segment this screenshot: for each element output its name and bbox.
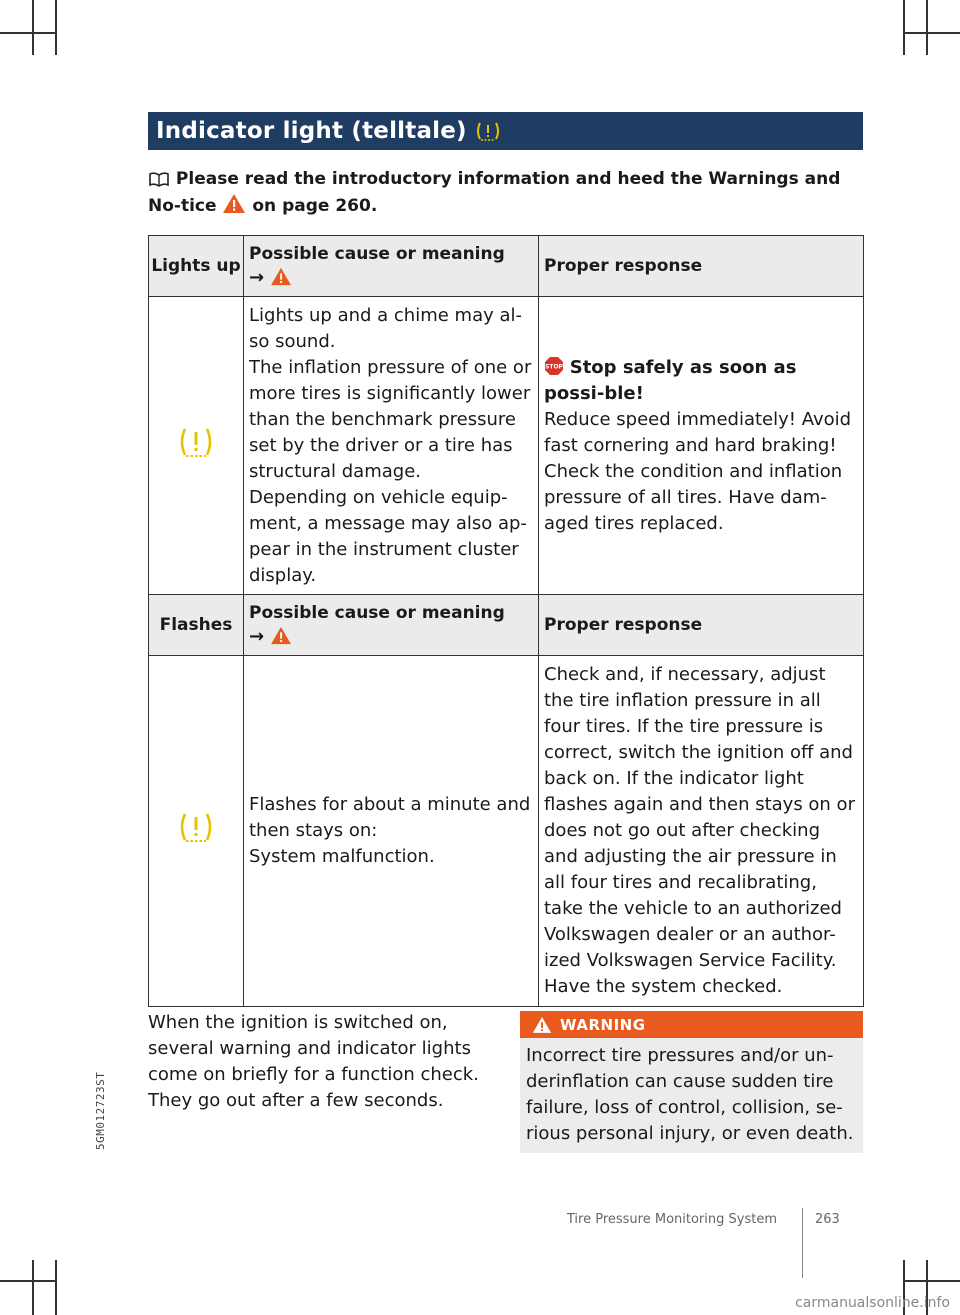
crop-mark (32, 1260, 34, 1315)
warning-text: Incorrect tire pressures and/or un-derinflation can cause sudden tire failure, loss of control, collision, se-rious personal injury, or even death. (520, 1038, 863, 1153)
cause-cell (244, 297, 539, 596)
cause-line: Depending on vehicle equip-ment, a message may also ap-pear in the instrument cluster display. (249, 487, 527, 586)
document-code: 5GM012723ST (94, 1071, 107, 1150)
cause-line: System malfunction. (249, 846, 435, 867)
arrow-warning-ref (249, 267, 533, 289)
crop-mark (905, 1280, 960, 1282)
crop-mark (0, 32, 55, 34)
response-cell (539, 656, 864, 1007)
warning-triangle-icon (270, 267, 292, 286)
response-text: Check and, if necessary, adjust the tire inflation pressure in all four tires. If the tire pressure is correct, switch the ignition off and back on. If the indicator light flashes again and then stays on or does not go out after checking and adjusting the air pressure in all four tires and recalibrating, take the vehicle to an authorized Volkswagen dealer or an author-ized Volkswagen Service Facility. Have the system checked. (544, 664, 855, 997)
table-header-row (149, 595, 864, 656)
crop-mark (926, 0, 928, 55)
header-response: Proper response (539, 236, 864, 297)
header-cause (244, 595, 539, 656)
tire-pressure-icon (475, 120, 501, 142)
warning-triangle-icon (222, 193, 246, 214)
cause-line: The inflation pressure of one or more tires is significantly lower than the benchmark pressure set by the driver or a tire has structural damage. (249, 357, 532, 482)
crop-mark (0, 1280, 55, 1282)
section-title: Indicator light (telltale) (156, 118, 467, 144)
crop-mark (905, 32, 960, 34)
telltale-cell (149, 297, 244, 596)
crop-mark (55, 0, 57, 55)
table-row (149, 297, 864, 596)
body-paragraph: When the ignition is switched on, several warning and indicator lights come on briefly for a function check. They go out after a few seconds. (148, 1012, 479, 1111)
footer-divider (802, 1208, 803, 1278)
header-cause (244, 236, 539, 297)
lights-up-table (148, 235, 864, 596)
intro-notice (148, 166, 863, 220)
header-lights-up: Lights up (149, 236, 244, 297)
warning-header (520, 1011, 863, 1038)
warning-triangle-icon (532, 1016, 552, 1034)
tire-pressure-icon (178, 810, 214, 844)
header-response: Proper response (539, 595, 864, 656)
intro-text: Please read the introductory information and heed the Warnings and No-tice (148, 169, 841, 216)
crop-mark (903, 0, 905, 55)
cause-cell (244, 656, 539, 1007)
intro-page-ref: on page 260. (252, 196, 378, 216)
table-row (149, 656, 864, 1007)
warning-label: WARNING (560, 1015, 646, 1034)
arrow-warning-ref (249, 626, 533, 648)
header-flashes: Flashes (149, 595, 244, 656)
response-cell (539, 297, 864, 596)
header-cause-label: Possible cause or meaning (249, 603, 505, 623)
crop-mark (55, 1260, 57, 1315)
stop-line (544, 355, 858, 407)
arrow-right-icon: → (249, 267, 265, 288)
warning-triangle-icon (270, 626, 292, 645)
telltale-cell (149, 656, 244, 1007)
arrow-right-icon: → (249, 626, 265, 647)
cause-line: Lights up and a chime may al-so sound. (249, 305, 523, 352)
section-title-bar (148, 112, 863, 150)
page-number: 263 (815, 1212, 840, 1227)
table-header-row (149, 236, 864, 297)
header-cause-label: Possible cause or meaning (249, 244, 505, 264)
crop-mark (32, 0, 34, 55)
stop-sign-icon (544, 356, 564, 376)
flashes-table (148, 594, 864, 1007)
tire-pressure-icon (178, 425, 214, 459)
stop-instruction: Stop safely as soon as possi-ble! (544, 357, 797, 404)
warning-box (520, 1011, 863, 1153)
response-text: Reduce speed immediately! Avoid fast cornering and hard braking! Check the condition and inflation pressure of all tires. Have dam-aged tires replaced. (544, 409, 852, 534)
watermark: carmanualsonline.info (795, 1295, 950, 1311)
svg-text:STOP: STOP (545, 363, 563, 371)
book-icon (148, 171, 170, 187)
cause-line: Flashes for about a minute and then stays on: (249, 794, 531, 841)
footer-section-title: Tire Pressure Monitoring System (566, 1212, 777, 1227)
